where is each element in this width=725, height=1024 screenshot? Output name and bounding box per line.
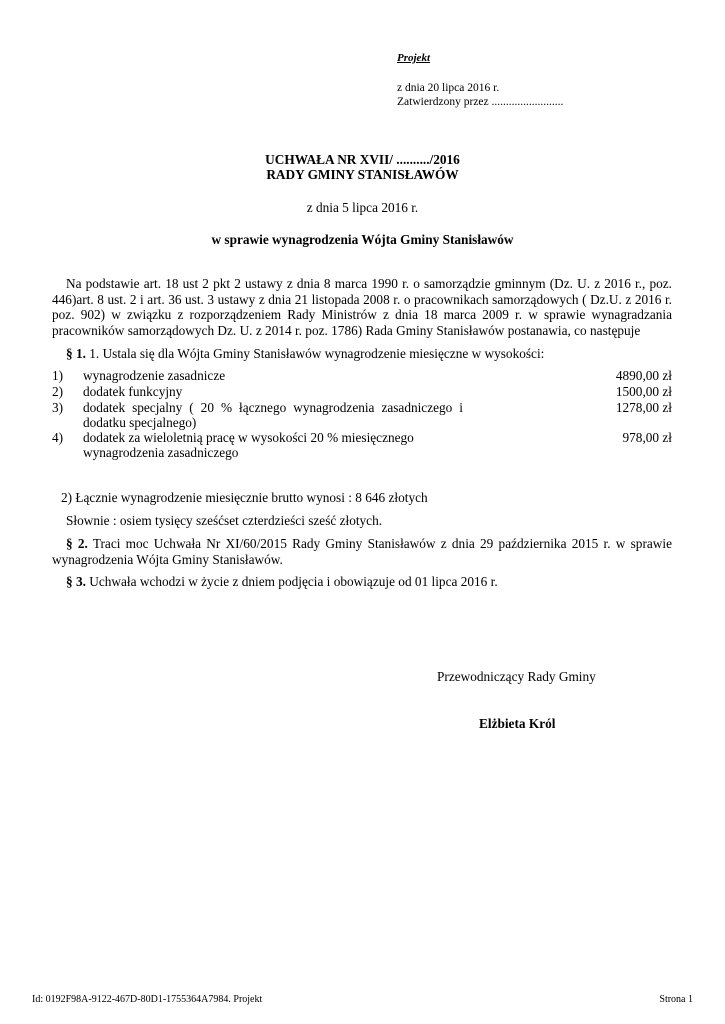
item-4-label-continued: wynagrodzenia zasadniczego [83, 445, 239, 460]
signature-role: Przewodniczący Rady Gminy [437, 669, 596, 684]
section-3-paragraph [52, 574, 672, 590]
section-3-mark: § 3. [66, 574, 86, 589]
resolution-date: z dnia 5 lipca 2016 r. [306, 200, 419, 215]
resolution-number: UCHWAŁA NR XVII/ ........../2016 [265, 152, 460, 167]
item-2-label: dodatek funkcyjny [83, 384, 183, 399]
item-1-number: 1) [52, 368, 64, 383]
page-number: Strona 1 [659, 994, 693, 1005]
item-4-label: dodatek za wieloletnią pracę w wysokości 20 % miesięcznego [83, 430, 414, 445]
item-4-number: 4) [52, 430, 64, 445]
item-1-label: wynagrodzenie zasadnicze [83, 368, 226, 383]
amount-in-words: Słownie : osiem tysięcy sześćset czterdzieści sześć złotych. [66, 513, 383, 528]
council-name: RADY GMINY STANISŁAWÓW [266, 167, 459, 182]
project-label: Projekt [397, 52, 430, 64]
section-2-text: Traci moc Uchwała Nr XI/60/2015 Rady Gminy Stanisławów z dnia 29 października 2015 r. w sprawie wynagrodzenia Wójta Gminy Stanisławów. [52, 536, 672, 567]
section-2-mark: § 2. [66, 536, 88, 551]
item-3-label: dodatek specjalny ( 20 % łącznego wynagrodzenia zasadniczego i [83, 400, 463, 415]
section-3-text: Uchwała wchodzi w życie z dniem podjęcia i obowiązuje od 01 lipca 2016 r. [85, 574, 498, 589]
section-2-paragraph [52, 536, 672, 567]
item-2-number: 2) [52, 384, 64, 399]
item-1-value: 4890,00 zł [615, 368, 672, 383]
signature-name: Elżbieta Król [479, 716, 556, 731]
item-3-value: 1278,00 zł [615, 400, 672, 415]
section-1-paragraph [52, 346, 672, 362]
item-3-label-continued: dodatku specjalnego) [83, 415, 197, 430]
header-approved: Zatwierdzony przez ......................... [397, 96, 564, 108]
section-1-text: 1. Ustala się dla Wójta Gminy Stanisławów wynagrodzenie miesięczne w wysokości: [85, 346, 545, 361]
total-line: 2) Łącznie wynagrodzenie miesięcznie brutto wynosi : 8 646 złotych [61, 490, 428, 505]
item-4-value: 978,00 zł [622, 430, 672, 445]
preamble-paragraph: Na podstawie art. 18 ust 2 pkt 2 ustawy z dnia 8 marca 1990 r. o samorządzie gminnym (Dz. U. z 2016 r., poz. 446)art. 8 ust. 2 i art. 36 ust. 3 ustawy z dnia 21 listopada 2008 r. o pracownikach samorządowych ( Dz.U. z 2016 r. poz. 902) w związku z rozporządzeniem Rady Ministrów z dnia 18 marca 2009 r. w sprawie wynagradzania pracowników samorządowych Dz. U. z 2014 r. poz. 1786) Rada Gminy Stanisławów postanawia, co następuje [52, 276, 672, 338]
header-date: z dnia 20 lipca 2016 r. [397, 82, 500, 94]
document-id: Id: 0192F98A-9122-467D-80D1-1755364A7984. Projekt [32, 994, 263, 1005]
section-1-mark: § 1. [66, 346, 86, 361]
item-3-number: 3) [52, 400, 64, 415]
item-2-value: 1500,00 zł [615, 384, 672, 399]
resolution-subject: w sprawie wynagrodzenia Wójta Gminy Stanisławów [211, 232, 514, 247]
